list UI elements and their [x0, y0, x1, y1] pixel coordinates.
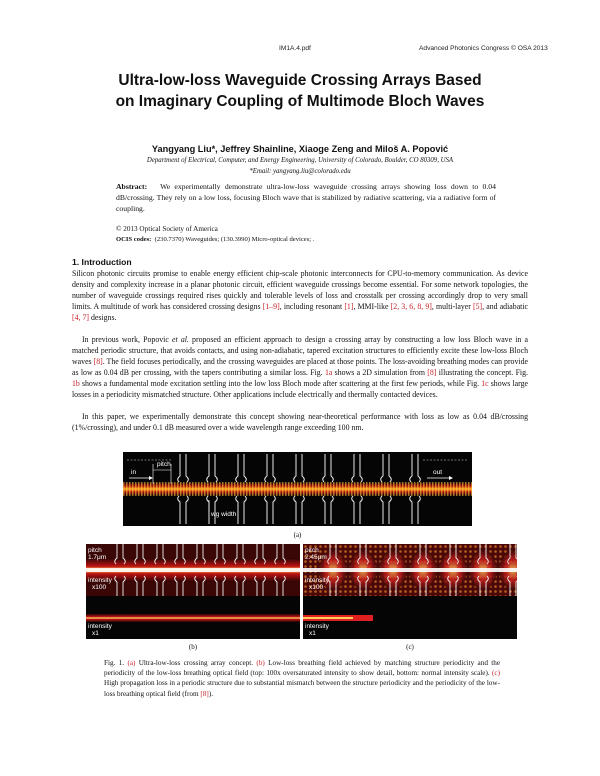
panel-b-field [86, 544, 300, 639]
figure-panel-a [123, 452, 472, 526]
citation-link[interactable]: [4, 7] [72, 313, 89, 322]
scale-label-c-bottom: x1 [309, 630, 316, 637]
pitch-label-c: pitch [305, 547, 319, 554]
caption-fig-number: Fig. 1. [104, 659, 125, 667]
intensity-label-c-top: intensity [305, 577, 329, 584]
paper-id: IM1A.4.pdf [279, 45, 311, 52]
p1-text: Silicon photonic circuits promise to enable energy efficient chip-scale photonic interconnects for CPU-to-memory communication. As device density and complexity increase in a planar photonic circuit, efficient waveguide crossings become essential. For some network topologies, the number of waveguide crossings required rises quickly and tolerable levels of loss and crosstalk per crossing accordingly drop to very small limits. A multitude of work has considered crossing designs [72, 269, 528, 311]
panel-c-field [303, 544, 517, 639]
pitch-value-b: 1.7μm [88, 554, 107, 561]
panel-a-field [123, 452, 472, 526]
figure-link[interactable]: 1b [72, 379, 80, 388]
caption-text: ). [208, 689, 214, 698]
citation-link[interactable]: [8] [200, 689, 209, 698]
citation-link[interactable]: [8] [427, 368, 437, 377]
figure-panel-c [303, 544, 517, 639]
figure-caption [104, 658, 500, 699]
citation-link[interactable]: [8] [93, 357, 103, 366]
title-line-1: Ultra-low-loss Waveguide Crossing Arrays Based [118, 72, 482, 89]
intensity-label-b-top: intensity [88, 577, 112, 584]
pitch-label-b: pitch [88, 547, 102, 554]
p2-text: In previous work, Popovic [82, 335, 172, 344]
out-label: out [433, 469, 443, 476]
caption-text: Ultra-low-loss crossing array concept. [135, 659, 257, 667]
citation-link[interactable]: [5] [472, 302, 483, 311]
citation-link[interactable]: [1] [344, 302, 354, 311]
intensity-label-b-bottom: intensity [88, 623, 112, 630]
caption-text: High propagation loss in a periodic structure due to substantial mismatch between the structure periodicity and the periodicity of the low-loss breathing optical field (from [104, 679, 500, 698]
caption-text: Low-loss breathing field achieved by matching structure periodicity and the periodicity of the low-loss breathing optical field (top: 100x oversaturated intensity to show detail, bottom: normal intensity scale). [104, 659, 501, 678]
title-line-2: on Imaginary Coupling of Multimode Bloch Waves [115, 93, 485, 110]
panel-a-label: (a) [293, 531, 302, 539]
p1-text: , including resonant [279, 302, 345, 311]
scale-label-b-bottom: x1 [92, 630, 99, 637]
venue-header: Advanced Photonics Congress © OSA 2013 [419, 45, 548, 52]
scale-label-c-top: x100 [309, 584, 324, 591]
abstract [116, 181, 496, 214]
panel-c-label: (c) [406, 643, 414, 651]
section-heading: 1. Introduction [72, 257, 132, 267]
p2-text: proposed an efficient approach to design a crossing array by constructing a low loss Bloch wave in a matched periodic structure, that avoids contacts, and using non-adiabatic, tapered excitation structures to efficiently excite these low-loss Bloch waves [72, 335, 528, 366]
p2-text: shows large losses in a periodicity mismatched structure. Other applications include electrically and thermally contacted devices. [72, 379, 528, 399]
p1-text: , and adiabatic [482, 302, 529, 311]
figure-panel-b [86, 544, 300, 639]
paragraph-1 [72, 268, 528, 323]
author-email: *Email: yangyang.liu@colorado.edu [249, 168, 351, 175]
p2-text: . The field focuses periodically, and the crossing waveguides are placed at those points. The loss-avoiding breathing modes can provide as low as 0.04 dB per crossing, with the tapers contributing a similar loss. Fig. [72, 357, 528, 377]
copyright: © 2013 Optical Society of America [116, 225, 218, 233]
ocis-codes [116, 236, 314, 243]
citation-link[interactable]: [2, 3, 6, 8, 9] [390, 302, 432, 311]
in-label: in [131, 469, 137, 476]
p2-text: illustrating the concept. Fig. [436, 368, 528, 377]
paragraph-2 [72, 334, 528, 400]
figure-link[interactable]: 1c [481, 379, 489, 388]
p2-text: shows a 2D simulation from [332, 368, 428, 377]
ocis-label: OCIS codes: [116, 236, 152, 243]
p2-text: shows a fundamental mode excitation settling into the low loss Bloch mode after scattering at the first few periods, while Fig. [79, 379, 482, 388]
p1-text: , MMI-like [353, 302, 391, 311]
intensity-label-c-bottom: intensity [305, 623, 329, 630]
scale-label-b-top: x100 [92, 584, 107, 591]
p2-etal: et al. [172, 335, 189, 344]
ocis-text: (230.7370) Waveguides; (130.3990) Micro-optical devices; . [154, 236, 315, 243]
pitch-label-a: pitch [157, 461, 171, 468]
caption-ref-b[interactable]: (b) [256, 659, 265, 667]
abstract-text: We experimentally demonstrate ultra-low-loss waveguide crossing arrays showing loss down to 0.04 dB/crossing. They rely on a low loss, focusing Bloch wave that is stabilized by radiative scattering, via a radiative form of coupling. [116, 182, 496, 213]
affiliation: Department of Electrical, Computer, and Energy Engineering, University of Colorado, Boulder, CO 80309, USA [146, 157, 454, 164]
caption-ref-a[interactable]: (a) [127, 659, 136, 667]
figure-link[interactable]: 1a [324, 368, 333, 377]
citation-link[interactable]: [1–9] [262, 302, 280, 311]
pitch-value-c: 2.45μm [305, 554, 327, 561]
paragraph-3: In this paper, we experimentally demonstrate this concept showing near-theoretical performance with loss as low as 0.04 dB/crossing (1%/crossing), and under 0.1 dB measured over a wide wavelength range exceeding 100 nm. [72, 412, 528, 432]
abstract-label: Abstract: [116, 182, 148, 191]
paper-title [0, 70, 600, 112]
p1-text: , multi-layer [431, 302, 473, 311]
wg-width-label: wg width [211, 511, 237, 518]
authors: Yangyang Liu*, Jeffrey Shainline, Xiaoge Zeng and Miloš A. Popović [151, 144, 449, 154]
panel-b-label: (b) [188, 643, 198, 651]
p1-text: designs. [89, 313, 117, 322]
caption-ref-c[interactable]: (c) [492, 669, 500, 678]
